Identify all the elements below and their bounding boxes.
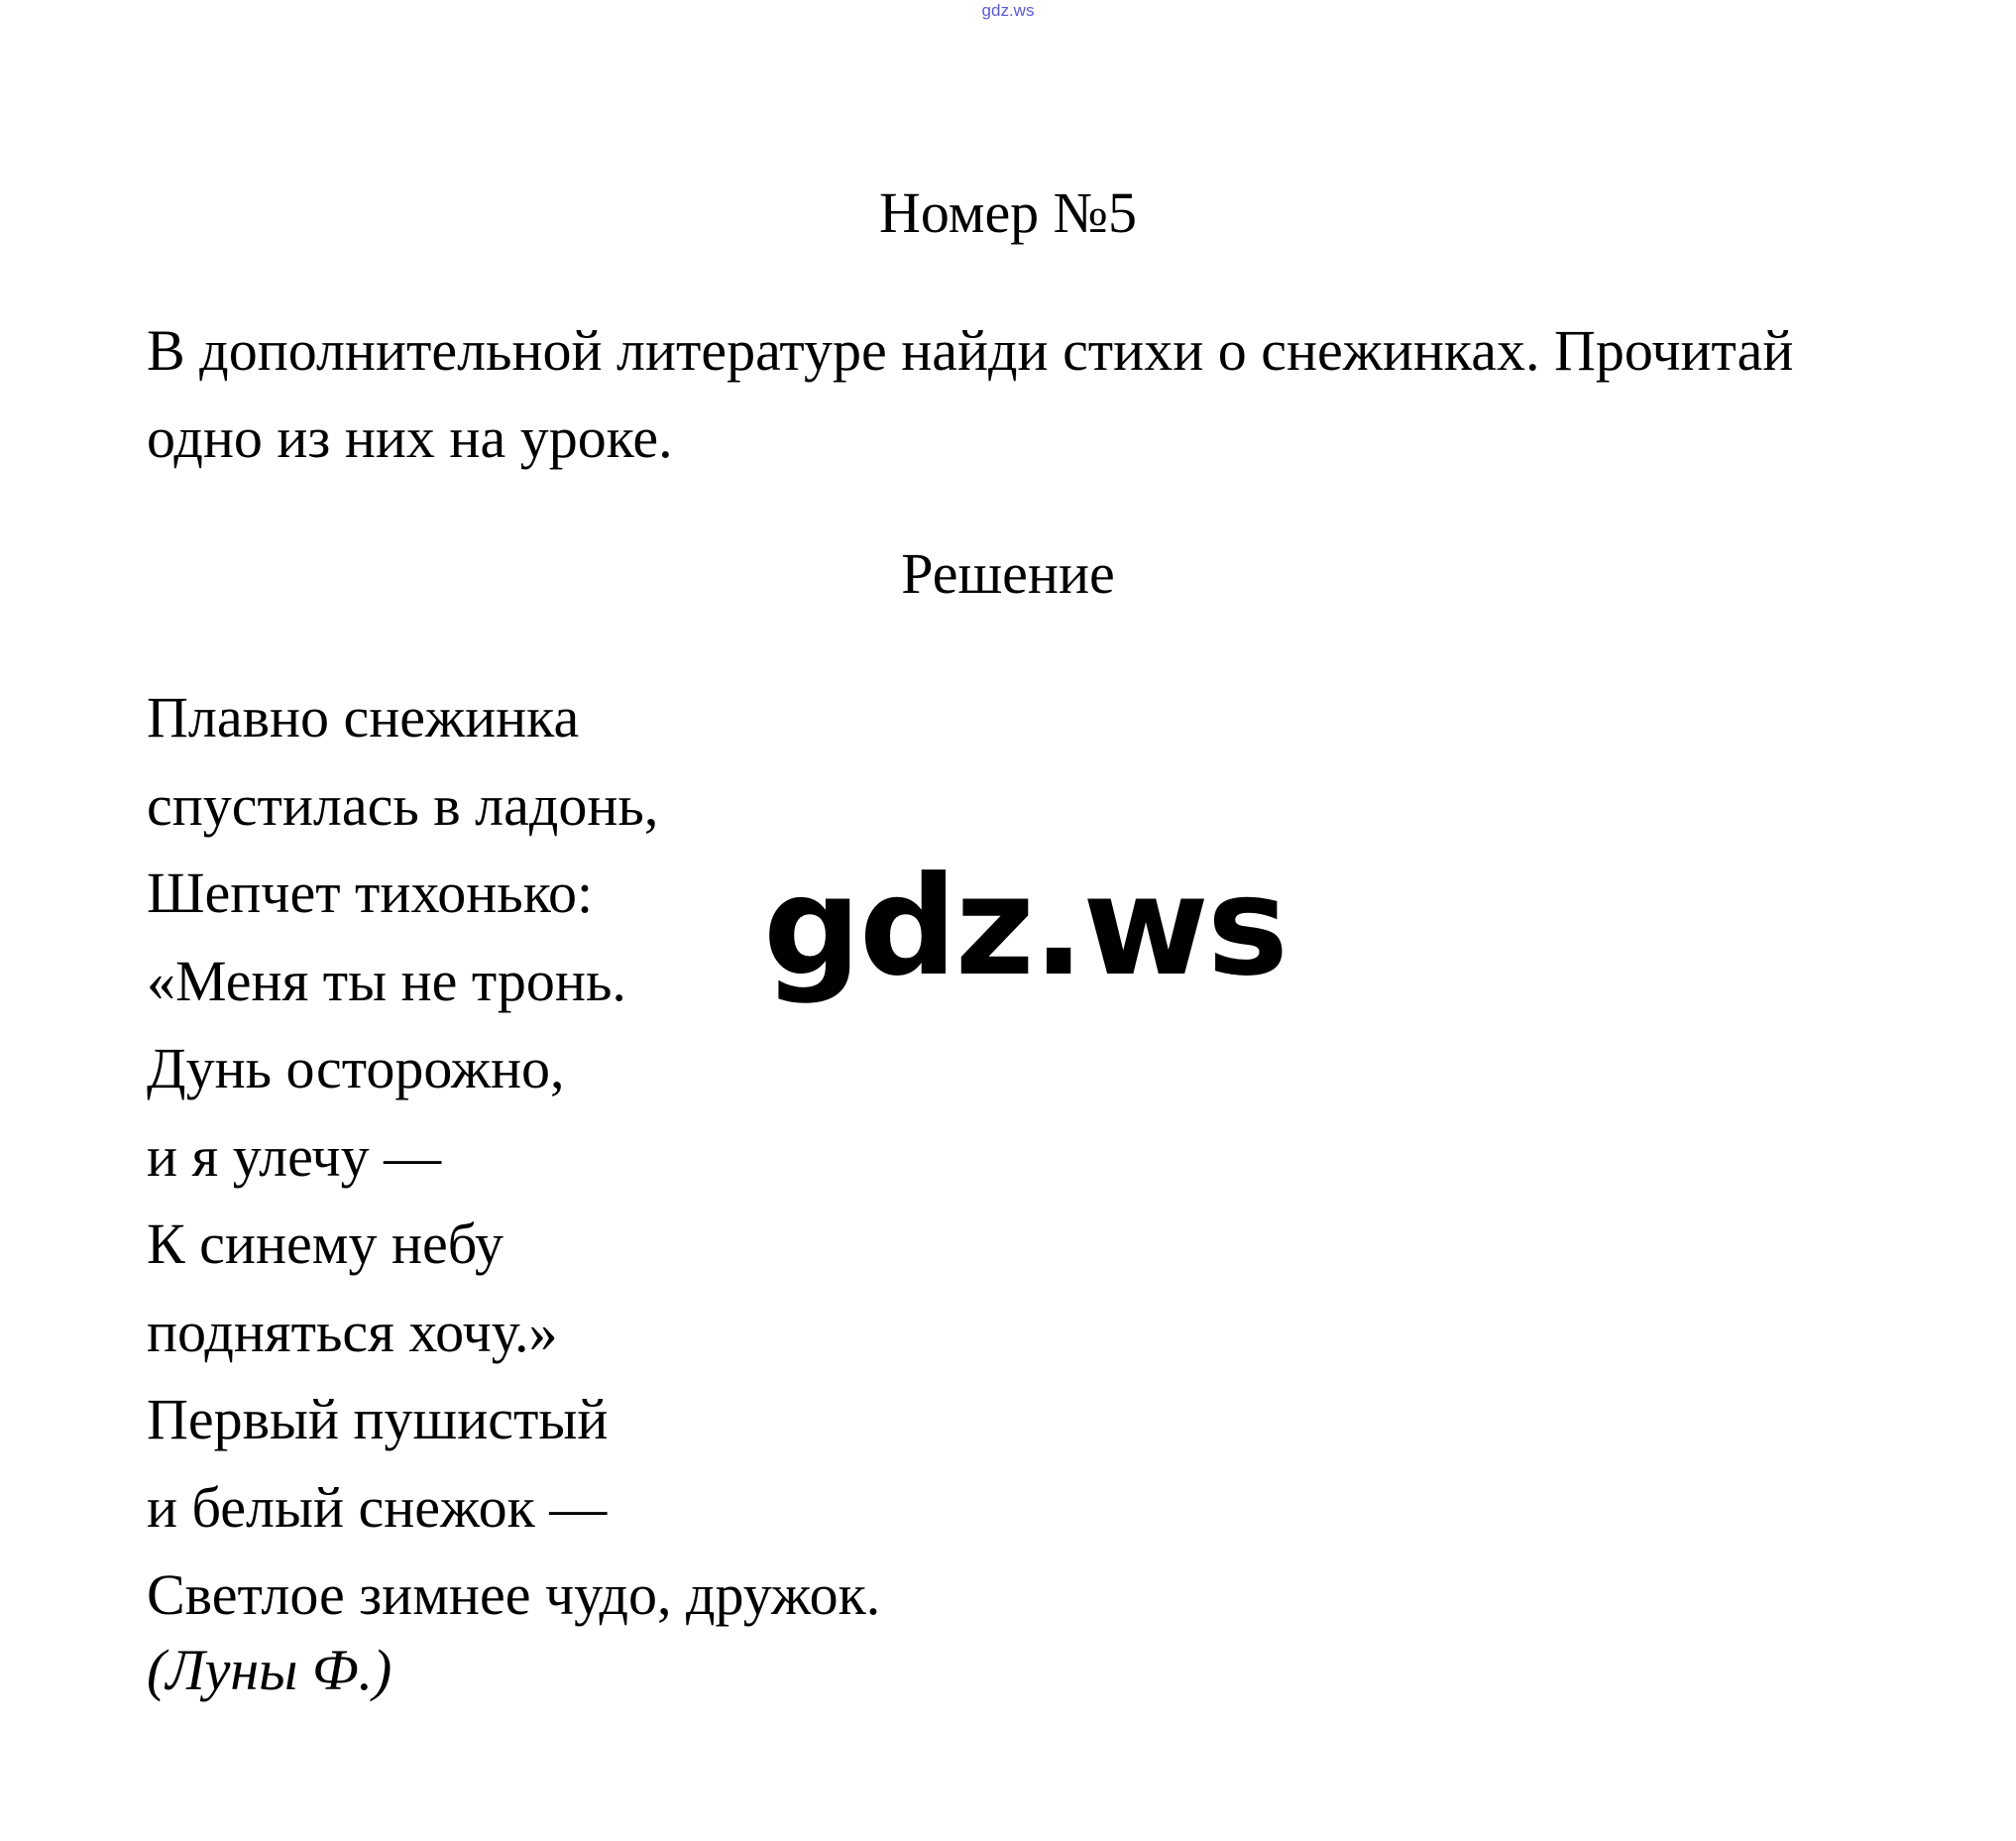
poem-line: «Меня ты не тронь.: [147, 948, 626, 1013]
poem-author: (Луны Ф.): [147, 1638, 392, 1702]
top-watermark: gdz.ws: [981, 1, 1035, 20]
poem-line: Шепчет тихонько:: [147, 861, 594, 925]
poem-line: Светлое зимнее чудо, дружок.: [147, 1562, 881, 1627]
poem-line: Дунь осторожно,: [147, 1036, 565, 1100]
poem-line: Первый пушистый: [147, 1387, 609, 1451]
poem-line: и я улечу —: [147, 1123, 442, 1189]
poem-line: К синему небу: [147, 1211, 504, 1276]
exercise-title: Номер №5: [878, 180, 1138, 245]
center-watermark: gdz.ws: [763, 847, 1287, 1006]
poem: [147, 674, 880, 1640]
poem-line: Плавно снежинка: [147, 685, 580, 749]
solution-heading: Решение: [901, 541, 1115, 606]
task-text: В дополнительной литературе найди стихи о снежинках. Прочитай одно из них на уроке.: [147, 318, 1794, 470]
poem-line: и белый снежок —: [147, 1474, 608, 1540]
poem-line: подняться хочу.»: [147, 1299, 558, 1364]
poem-line: спустилась в ладонь,: [147, 772, 659, 838]
